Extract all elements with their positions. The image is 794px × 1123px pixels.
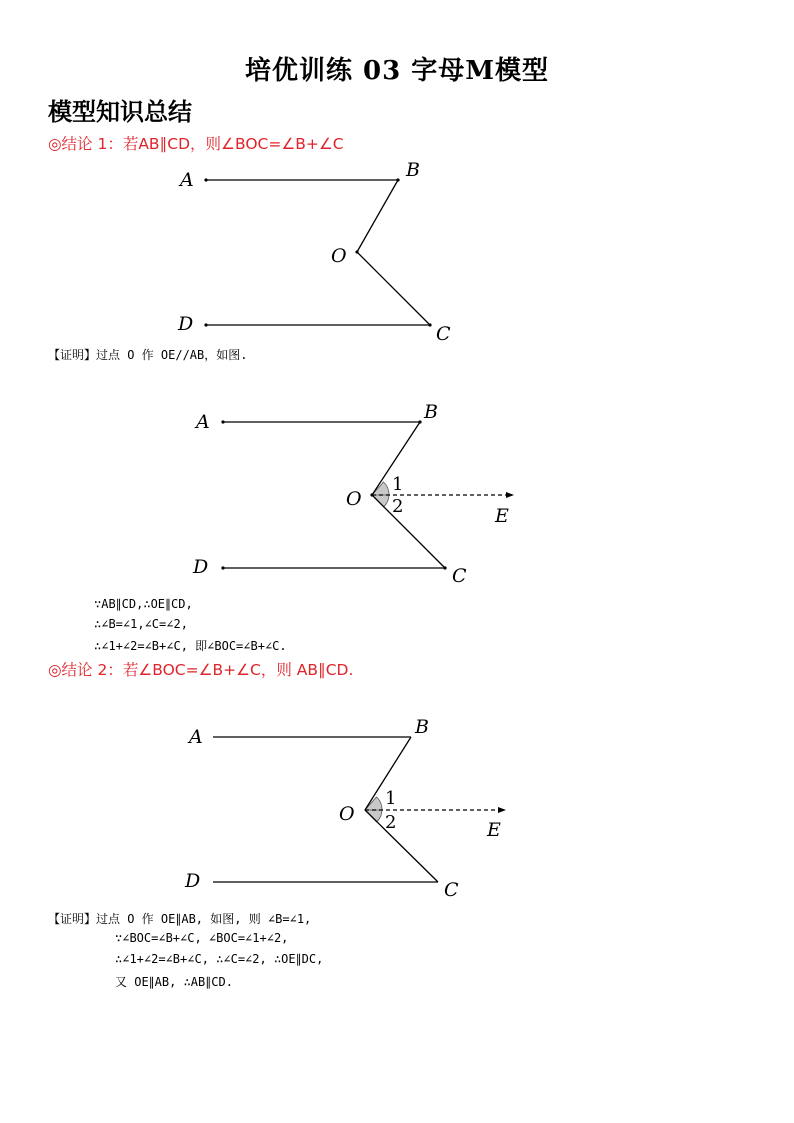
- proof2-line2: ∵∠BOC=∠B+∠C, ∠BOC=∠1+∠2,: [115, 931, 289, 945]
- proof1-line3: ∴∠B=∠1,∠C=∠2,: [94, 617, 188, 631]
- fig3-label-d: D: [185, 870, 201, 892]
- fig2-label-b: B: [424, 401, 438, 423]
- fig1-label-b: B: [406, 159, 420, 181]
- conclusion-1: ◎结论 1：若AB∥CD，则∠BOC=∠B+∠C: [48, 135, 344, 153]
- fig2-label-c: C: [452, 565, 467, 587]
- fig3-arrowhead-e: [498, 807, 506, 813]
- fig1-label-o: O: [331, 245, 347, 267]
- proof1-line4: ∴∠1+∠2=∠B+∠C, 即∠BOC=∠B+∠C.: [94, 639, 287, 653]
- proof2-line3: ∴∠1+∠2=∠B+∠C, ∴∠C=∠2, ∴OE∥DC,: [115, 952, 324, 966]
- fig2-label-angle2: 2: [392, 496, 404, 517]
- fig2-label-a: A: [196, 411, 210, 433]
- fig3-label-angle1: 1: [385, 788, 397, 809]
- fig2-label-d: D: [193, 556, 209, 578]
- proof1-line2: ∵AB∥CD,∴OE∥CD,: [94, 597, 193, 611]
- fig1-label-d: D: [178, 313, 194, 335]
- fig3-label-c: C: [444, 879, 459, 901]
- proof1-line1: 【证明】过点 O 作 OE//AB，如图.: [48, 348, 248, 362]
- fig3-label-e: E: [487, 819, 501, 841]
- fig1-label-a: A: [180, 169, 194, 191]
- proof2-line4: 又 OE∥AB, ∴AB∥CD.: [115, 975, 233, 989]
- fig3-label-a: A: [189, 726, 203, 748]
- fig2-label-e: E: [495, 505, 509, 527]
- conclusion-2: ◎结论 2：若∠BOC=∠B+∠C，则 AB∥CD.: [48, 661, 354, 679]
- fig3-label-b: B: [415, 716, 429, 738]
- fig1-label-c: C: [436, 323, 451, 345]
- fig2-label-o: O: [346, 488, 362, 510]
- fig2-label-angle1: 1: [392, 474, 404, 495]
- section-heading: 模型知识总结: [48, 98, 192, 126]
- page-title: 培优训练 03 字母M模型: [244, 56, 550, 86]
- fig3-label-o: O: [339, 803, 355, 825]
- fig3-line-oc: [365, 810, 438, 882]
- proof2-line1: 【证明】过点 O 作 OE∥AB, 如图, 则 ∠B=∠1,: [48, 912, 312, 926]
- fig3-label-angle2: 2: [385, 812, 397, 833]
